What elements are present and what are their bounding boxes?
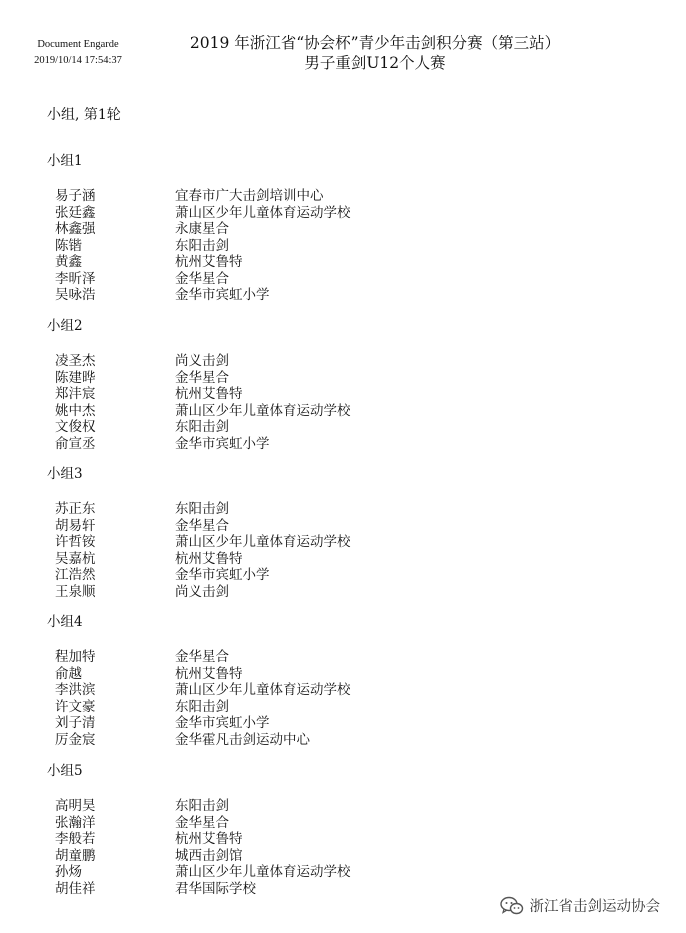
- fencer-row: [47, 501, 229, 518]
- document-meta: [14, 37, 142, 69]
- pool-members: [47, 353, 351, 452]
- fencer-club: 东阳击剑: [175, 798, 229, 814]
- fencer-club: 尚义击剑: [175, 353, 229, 369]
- fencer-row: [47, 731, 310, 749]
- pool-group: [47, 317, 351, 452]
- fencer-row: [47, 814, 229, 832]
- fencer-name: 许哲铵: [55, 534, 96, 550]
- fencer-row: [47, 254, 243, 271]
- fencer-name: 胡童鹏: [55, 847, 96, 864]
- pool-title: 小组3: [47, 466, 83, 482]
- fencer-row: [47, 567, 270, 584]
- pool-title: 小组2: [47, 318, 83, 334]
- fencer-row: [47, 287, 270, 304]
- fencer-name: 吴嘉杭: [55, 550, 96, 567]
- fencer-row: [47, 649, 229, 666]
- fencer-club: 杭州艾鲁特: [175, 386, 243, 402]
- fencer-name: 林鑫强: [55, 221, 96, 237]
- fencer-name: 姚中杰: [55, 402, 96, 419]
- fencer-club: 金华星合: [175, 517, 229, 534]
- pool-title: 小组1: [47, 153, 83, 169]
- fencer-row: [47, 435, 270, 453]
- fencer-name: 胡佳祥: [55, 880, 96, 897]
- round-label: 小组, 第1轮: [47, 107, 121, 123]
- fencer-club: 金华市宾虹小学: [175, 567, 270, 583]
- fencer-row: [47, 864, 351, 881]
- page-title: 2019 年浙江省“协会杯”青少年击剑积分赛（第三站）: [189, 34, 561, 52]
- pool-title: 小组5: [47, 763, 83, 779]
- fencer-name: 李昕泽: [55, 270, 96, 287]
- fencer-row: [47, 665, 243, 683]
- fencer-club: 君华国际学校: [175, 880, 256, 897]
- fencer-club: 东阳击剑: [175, 501, 229, 517]
- fencer-club: 金华市宾虹小学: [175, 435, 270, 452]
- fencer-row: [47, 831, 243, 848]
- page-subtitle: 男子重剑U12个人赛: [304, 54, 446, 72]
- fencer-row: [47, 402, 351, 420]
- fencer-row: [47, 270, 229, 288]
- fencer-name: 郑沣宸: [55, 386, 96, 402]
- fencer-row: [47, 369, 229, 387]
- pool-group: [47, 152, 351, 304]
- fencer-name: 江浩然: [55, 567, 96, 583]
- fencer-club: 萧山区少年儿童体育运动学校: [175, 864, 351, 880]
- fencer-club: 城西击剑馆: [175, 847, 243, 864]
- fencer-row: [47, 550, 243, 568]
- fencer-row: [47, 880, 256, 898]
- fencer-row: [47, 386, 243, 403]
- fencer-row: [47, 847, 243, 865]
- fencer-club: 金华霍凡击剑运动中心: [175, 731, 310, 748]
- fencer-name: 陈建晔: [55, 369, 96, 386]
- fencer-club: 东阳击剑: [175, 237, 229, 254]
- fencer-club: 杭州艾鲁特: [175, 550, 243, 567]
- pool-members: [47, 798, 351, 897]
- fencer-name: 厉金宸: [55, 731, 96, 748]
- fencer-row: [47, 353, 229, 370]
- fencer-name: 俞宣丞: [55, 435, 96, 452]
- pool-members: [47, 188, 351, 304]
- fencer-name: 苏正东: [55, 501, 96, 517]
- fencer-row: [47, 204, 351, 222]
- fencer-name: 高明昊: [55, 798, 96, 814]
- watermark: [496, 893, 665, 918]
- fencer-name: 陈锴: [55, 237, 82, 254]
- pool-group: [47, 762, 351, 897]
- fencer-row: [47, 237, 229, 255]
- fencer-row: [47, 419, 229, 436]
- fencer-club: 东阳击剑: [175, 698, 229, 715]
- fencer-name: 刘子清: [55, 715, 96, 731]
- fencer-name: 文俊权: [55, 419, 96, 435]
- pool-group: [47, 613, 351, 748]
- fencer-club: 金华星合: [175, 649, 229, 665]
- fencer-club: 杭州艾鲁特: [175, 665, 243, 682]
- fencer-name: 孙炀: [55, 864, 82, 880]
- fencer-row: [47, 698, 229, 716]
- fencer-club: 萧山区少年儿童体育运动学校: [175, 534, 351, 550]
- fencer-club: 金华星合: [175, 369, 229, 386]
- pool-members: [47, 649, 351, 748]
- fencer-name: 黄鑫: [55, 254, 82, 270]
- fencer-name: 吴咏浩: [55, 287, 96, 303]
- fencer-name: 张廷鑫: [55, 204, 96, 221]
- fencer-name: 李洪滨: [55, 682, 96, 698]
- fencer-row: [47, 517, 229, 535]
- fencer-row: [47, 682, 351, 699]
- software-name: Document Engarde: [37, 39, 119, 50]
- fencer-club: 尚义击剑: [175, 583, 229, 600]
- fencer-name: 张瀚洋: [55, 814, 96, 831]
- fencer-name: 胡易轩: [55, 517, 96, 534]
- fencer-row: [47, 221, 229, 238]
- fencer-club: 萧山区少年儿童体育运动学校: [175, 204, 351, 221]
- fencer-club: 杭州艾鲁特: [175, 254, 243, 270]
- fencer-club: 金华星合: [175, 270, 229, 287]
- fencer-club: 萧山区少年儿童体育运动学校: [175, 682, 351, 698]
- fencer-row: [47, 715, 270, 732]
- fencer-club: 金华市宾虹小学: [175, 287, 270, 303]
- fencer-name: 程加特: [55, 649, 96, 665]
- fencer-club: 金华市宾虹小学: [175, 715, 270, 731]
- fencer-row: [47, 798, 229, 815]
- fencer-name: 王泉顺: [55, 583, 96, 600]
- pool-group: [47, 465, 351, 600]
- fencer-club: 东阳击剑: [175, 419, 229, 435]
- fencer-name: 李般若: [55, 831, 96, 847]
- fencer-name: 凌圣杰: [55, 353, 96, 369]
- fencer-row: [47, 534, 351, 551]
- fencer-club: 杭州艾鲁特: [175, 831, 243, 847]
- fencer-row: [47, 188, 324, 205]
- pool-members: [47, 501, 351, 600]
- fencer-club: 永康星合: [175, 221, 229, 237]
- fencer-club: 萧山区少年儿童体育运动学校: [175, 402, 351, 419]
- print-datetime: 2019/10/14 17:54:37: [34, 55, 122, 66]
- fencer-club: 金华星合: [175, 814, 229, 831]
- pool-title: 小组4: [47, 614, 83, 630]
- wechat-icon: [500, 896, 524, 916]
- fencer-name: 许文豪: [55, 698, 96, 715]
- fencer-name: 易子涵: [55, 188, 96, 204]
- fencer-club: 宜春市广大击剑培训中心: [175, 188, 324, 204]
- fencer-row: [47, 583, 229, 601]
- watermark-text: 浙江省击剑运动协会: [529, 899, 660, 915]
- page-header: [150, 33, 600, 73]
- fencer-name: 俞越: [55, 665, 82, 682]
